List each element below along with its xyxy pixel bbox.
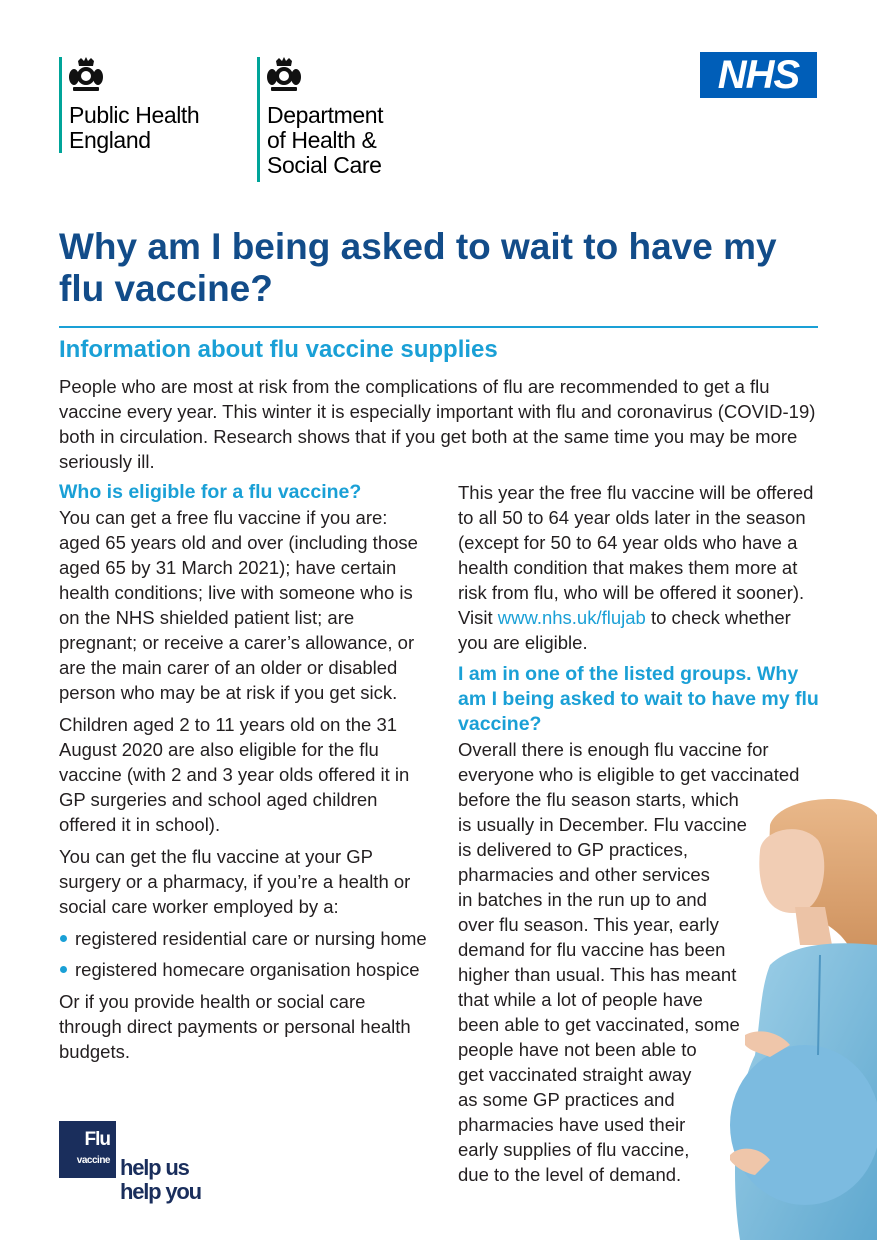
paragraph-line: been able to get vaccinated, some [458,1014,740,1035]
flu-logo-vaccine-word: vaccine [76,1155,110,1166]
list-item-text: registered residential care or nursing home [75,928,427,949]
campaign-slogan: help us help you [120,1155,201,1204]
title-divider [59,326,818,328]
where-paragraph: You can get the flu vaccine at your GP surgery or a pharmacy, if you’re a health or social care worker employed by a: [59,846,411,917]
flu-logo-word: Flu [84,1129,110,1150]
royal-crest-icon [69,57,103,95]
employer-list [59,926,431,982]
page-subtitle: Information about flu vaccine supplies [59,336,498,363]
paragraph-line: early supplies of flu vaccine, [458,1139,690,1160]
age-group-paragraph [458,480,820,655]
flujab-link[interactable]: www.nhs.uk/flujab [497,607,646,628]
bullet-icon [60,966,67,973]
direct-payments-paragraph: Or if you provide health or social care through direct payments or personal health budgets. [59,991,411,1062]
wait-heading: I am in one of the listed groups. Why am I being asked to wait to have my flu vaccine? [458,663,819,735]
intro-paragraph: People who are most at risk from the complications of flu are recommended to get a flu vaccine every year. This winter it is especially important with flu and coronavirus (COVID-19) both in circulation. Research shows that if you get both at the same time you may be more seriously ill. [59,376,816,472]
paragraph-line: is delivered to GP practices, [458,839,688,860]
paragraph-line: due to the level of demand. [458,1164,682,1185]
dhsc-logo [257,57,437,187]
paragraph-line: over flu season. This year, early [458,914,719,935]
pregnant-woman-photo [700,795,877,1240]
children-paragraph: Children aged 2 to 11 years old on the 31 August 2020 are also eligible for the flu vaccine (with 2 and 3 year olds offered it in GP surgeries and school aged children offered it in school). [59,714,410,835]
paragraph-line: as some GP practices and [458,1089,675,1110]
paragraph-line: people have not been able to [458,1039,697,1060]
flu-vaccine-logo [59,1121,116,1178]
phe-logo-name: Public Health England [69,102,200,153]
paragraph-line: that while a lot of people have [458,989,703,1010]
phe-logo [59,57,229,157]
left-column [59,480,431,1071]
bullet-icon [60,935,67,942]
paragraph-line: get vaccinated straight away [458,1064,692,1085]
dhsc-logo-name: Department of Health & Social Care [267,102,384,178]
age-group-text: This year the free flu vaccine will be offered to all 50 to 64 year olds later in the season (except for 50 to 64 year olds who have a health condition that makes them more at risk from flu, who will be offered it sooner). Visit [458,482,814,628]
nhs-logo: NHS [700,52,817,98]
phe-logo-bar [59,57,62,153]
paragraph-line: Overall there is enough flu vaccine for [458,739,769,760]
paragraph-line: pharmacies and other services [458,864,710,885]
list-item-text: registered homecare organisation hospice [75,959,420,980]
paragraph-line: before the flu season starts, which [458,789,739,810]
royal-crest-icon [267,57,301,95]
page-title: Why am I being asked to wait to have my flu vaccine? [59,226,777,309]
paragraph-line: is usually in December. Flu vaccine [458,814,747,835]
paragraph-line: pharmacies have used their [458,1114,686,1135]
list-item [59,926,431,951]
eligibility-heading: Who is eligible for a flu vaccine? [59,481,362,503]
paragraph-line: in batches in the run up to and [458,889,707,910]
dhsc-logo-bar [257,57,260,182]
paragraph-line: demand for flu vaccine has been [458,939,726,960]
age-group-text-end: to check whether you are eligible. [458,607,791,653]
list-item [59,957,431,982]
paragraph-line: everyone who is eligible to get vaccinated [458,764,800,785]
paragraph-line: higher than usual. This has meant [458,964,737,985]
eligibility-paragraph: You can get a free flu vaccine if you are: aged 65 years old and over (including those aged 65 by 31 March 2021); have certain health conditions; live with someone who is on the NHS shielded patient list; are pregnant; or receive a carer’s allowance, or are the main carer of an older or disabled person who may be at risk if you get sick. [59,507,418,703]
